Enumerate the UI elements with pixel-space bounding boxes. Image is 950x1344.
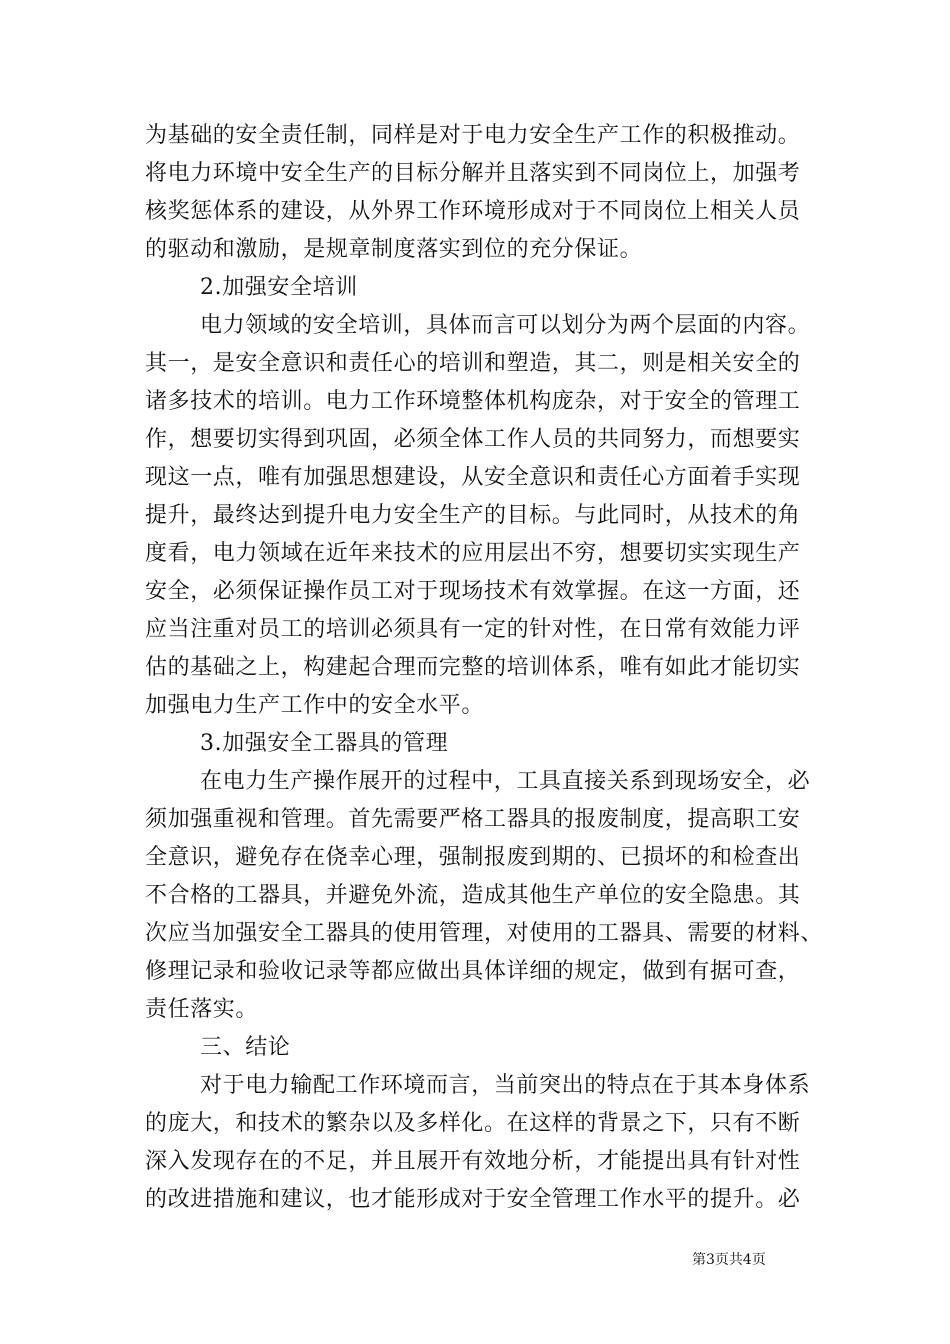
paragraph-line: 估的基础之上，构建起合理而完整的培训体系，唯有如此才能切实 (145, 655, 801, 680)
paragraph-line: 现这一点，唯有加强思想建设，从安全意识和责任心方面着手实现 (145, 465, 801, 490)
section-heading: 三、结论 (200, 1035, 291, 1060)
paragraph-line: 将电力环境中安全生产的目标分解并且落实到不同岗位上，加强考 (145, 161, 801, 186)
paragraph-line: 电力领域的安全培训，具体而言可以划分为两个层面的内容。 (200, 313, 811, 338)
paragraph-line: 作，想要切实得到巩固，必须全体工作人员的共同努力，而想要实 (145, 427, 801, 452)
paragraph-line: 次应当加强安全工器具的使用管理，对使用的工器具、需要的材料、 (145, 921, 824, 946)
paragraph-line: 度看，电力领域在近年来技术的应用层出不穷，想要切实实现生产 (145, 541, 801, 566)
paragraph-line: 须加强重视和管理。首先需要严格工器具的报废制度，提高职工安 (145, 807, 801, 832)
paragraph-line: 加强电力生产工作中的安全水平。 (145, 693, 485, 718)
paragraph-line: 深入发现存在的不足，并且展开有效地分析，才能提出具有针对性 (145, 1149, 801, 1174)
paragraph-line: 应当注重对员工的培训必须具有一定的针对性，在日常有效能力评 (145, 617, 801, 642)
paragraph-line: 对于电力输配工作环境而言，当前突出的特点在于其本身体系 (200, 1073, 811, 1098)
page-number: 第3页共4页 (692, 1252, 766, 1268)
section-heading: 2.加强安全培训 (200, 275, 358, 300)
paragraph-line: 提升，最终达到提升电力安全生产的目标。与此同时，从技术的角 (145, 503, 801, 528)
paragraph-line: 修理记录和验收记录等都应做出具体详细的规定，做到有据可查， (145, 959, 801, 984)
paragraph-line: 责任落实。 (145, 997, 259, 1022)
section-heading: 3.加强安全工器具的管理 (200, 731, 449, 756)
paragraph-line: 的改进措施和建议，也才能形成对于安全管理工作水平的提升。必 (145, 1187, 801, 1212)
paragraph-line: 不合格的工器具，并避免外流，造成其他生产单位的安全隐患。其 (145, 883, 801, 908)
paragraph-line: 在电力生产操作展开的过程中，工具直接关系到现场安全，必 (200, 769, 811, 794)
paragraph-line: 为基础的安全责任制，同样是对于电力安全生产工作的积极推动。 (145, 123, 801, 148)
paragraph-line: 的驱动和激励，是规章制度落实到位的充分保证。 (145, 237, 643, 262)
paragraph-line: 的庞大，和技术的繁杂以及多样化。在这样的背景之下，只有不断 (145, 1111, 801, 1136)
paragraph-line: 全意识，避免存在侥幸心理，强制报废到期的、已损坏的和检查出 (145, 845, 801, 870)
paragraph-line: 诸多技术的培训。电力工作环境整体机构庞杂，对于安全的管理工 (145, 389, 801, 414)
paragraph-line: 安全，必须保证操作员工对于现场技术有效掌握。在这一方面，还 (145, 579, 801, 604)
paragraph-line: 核奖惩体系的建设，从外界工作环境形成对于不同岗位上相关人员 (145, 199, 801, 224)
paragraph-line: 其一，是安全意识和责任心的培训和塑造，其二，则是相关安全的 (145, 351, 801, 376)
